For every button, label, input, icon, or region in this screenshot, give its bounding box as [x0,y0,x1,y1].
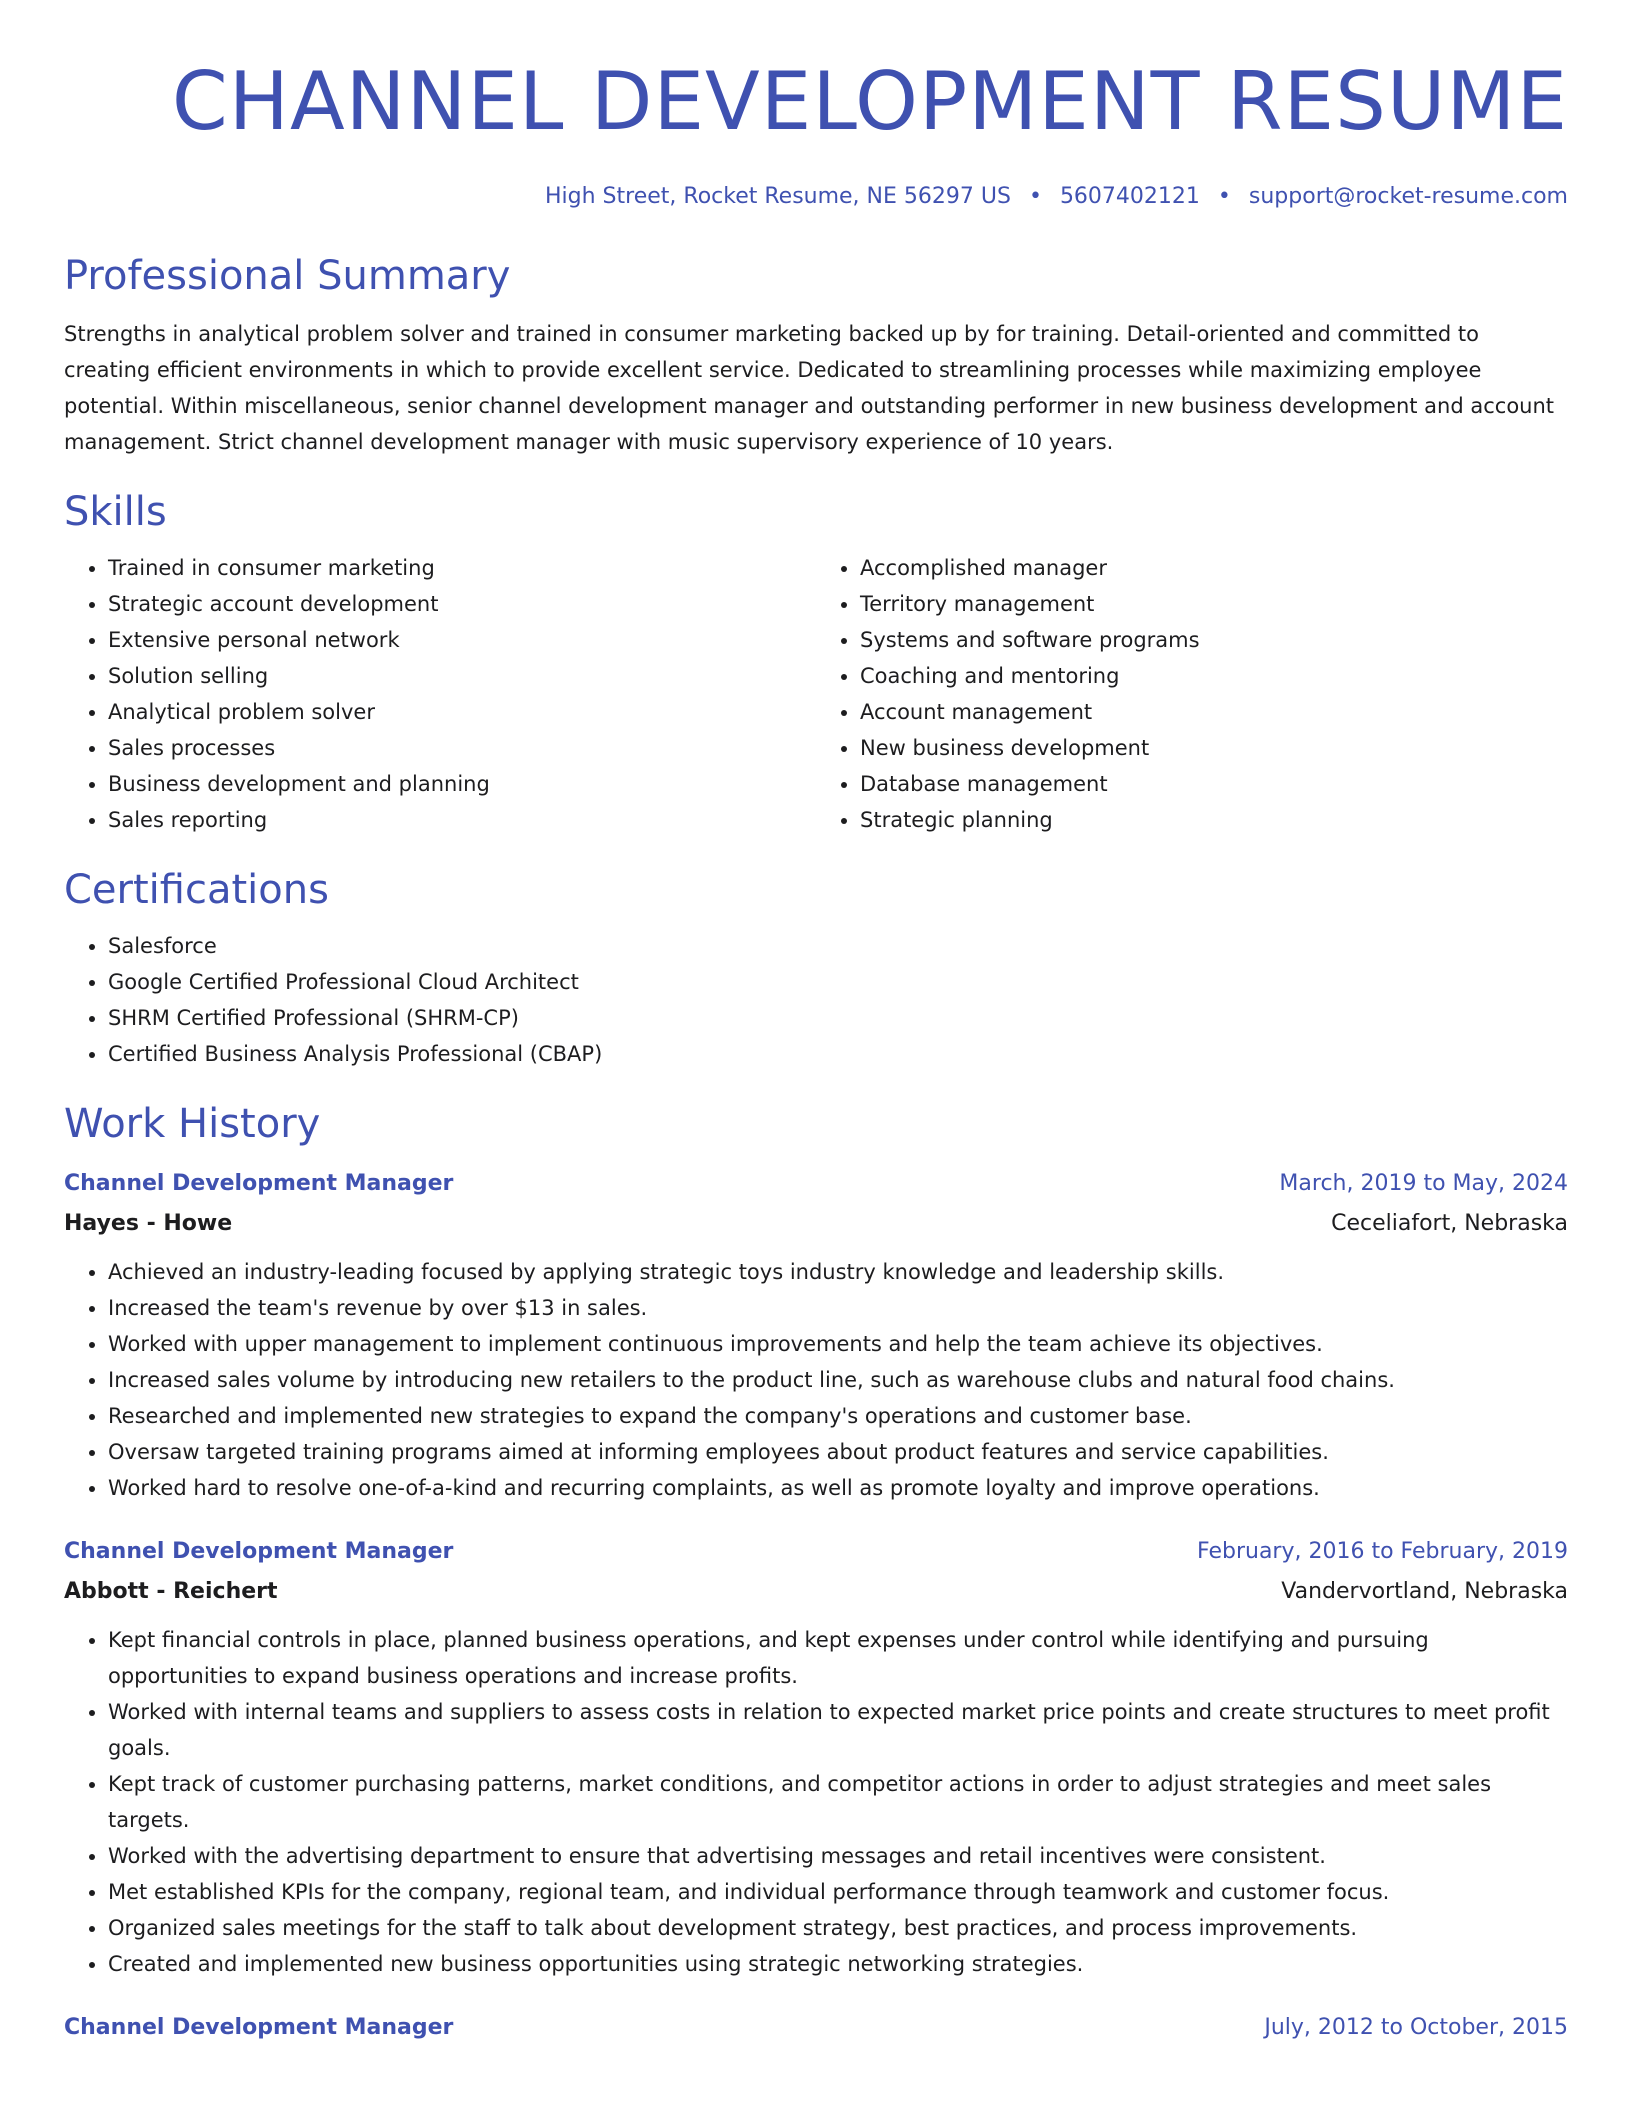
skill-item: • Extensive personal network [108,622,816,658]
skill-item: • New business development [860,730,1568,766]
skill-item: • Database management [860,766,1568,802]
skill-item: • Account management [860,694,1568,730]
company-name: Hayes - Howe [64,1211,233,1236]
skill-item: • Solution selling [108,658,816,694]
skills-heading: Skills [64,489,167,535]
certification-item: • Google Certified Professional Cloud Architect [108,964,1568,1000]
job-title: Channel Development Manager [64,2015,454,2040]
job-bullet: • Increased the team's revenue by over $13 in sales. [108,1290,1568,1326]
skill-item: • Strategic account development [108,586,816,622]
contact-phone: 5607402121 [1059,184,1200,209]
certification-item: • Salesforce [108,928,1568,964]
skill-item: • Business development and planning [108,766,816,802]
job-dates: March, 2019 to May, 2024 [1279,1171,1568,1196]
job-header [64,2008,1568,2048]
job-location: Ceceliafort, Nebraska [1331,1211,1568,1236]
job-bullet: • Met established KPIs for the company, regional team, and individual performance through teamwork and customer focus. [108,1874,1568,1910]
job-bullet: • Achieved an industry-leading focused by applying strategic toys industry knowledge and leadership skills. [108,1254,1568,1290]
summary-heading: Professional Summary [64,253,511,299]
job-bullet: • Increased sales volume by introducing new retailers to the product line, such as warehouse clubs and natural food chains. [108,1362,1568,1398]
job-entry [64,1164,1568,1506]
certifications-list [64,928,1568,1072]
work-history-heading: Work History [64,1101,321,1147]
job-location: Vandervortland, Nebraska [1281,1579,1568,1604]
job-bullet: • Worked hard to resolve one-of-a-kind and recurring complaints, as well as promote loyalty and improve operations. [108,1470,1568,1506]
skill-item: • Sales reporting [108,802,816,838]
resume-title: CHANNEL DEVELOPMENT RESUME [171,55,1568,148]
resume-page [64,0,1568,2048]
skill-item: • Accomplished manager [860,550,1568,586]
job-bullets [64,1254,1568,1506]
company-name: Abbott - Reichert [64,1579,278,1604]
job-dates: February, 2016 to February, 2019 [1197,1539,1568,1564]
job-employer [64,1204,1568,1244]
job-title: Channel Development Manager [64,1539,454,1564]
skill-item: • Sales processes [108,730,816,766]
job-header [64,1164,1568,1204]
contact-separator: • [1217,184,1231,209]
job-bullet: • Oversaw targeted training programs aimed at informing employees about product features and service capabilities. [108,1434,1568,1470]
certifications-heading: Certifications [64,867,329,913]
skill-item: • Territory management [860,586,1568,622]
contact-address: High Street, Rocket Resume, NE 56297 US [545,184,1011,209]
contact-separator: • [1028,184,1042,209]
job-bullet: • Organized sales meetings for the staff to talk about development strategy, best practices, and process improvements. [108,1910,1568,1946]
job-entry [64,1532,1568,1982]
job-entry [64,2008,1568,2048]
skill-item: • Trained in consumer marketing [108,550,816,586]
skill-item: • Strategic planning [860,802,1568,838]
job-bullet: • Worked with the advertising department to ensure that advertising messages and retail incentives were consistent. [108,1838,1568,1874]
job-bullet: • Worked with upper management to implement continuous improvements and help the team achieve its objectives. [108,1326,1568,1362]
skill-item: • Systems and software programs [860,622,1568,658]
skills-columns [64,550,1568,838]
job-dates: July, 2012 to October, 2015 [1264,2015,1568,2040]
certification-item: • Certified Business Analysis Professional (CBAP) [108,1036,1568,1072]
certification-item: • SHRM Certified Professional (SHRM-CP) [108,1000,1568,1036]
job-bullet: • Worked with internal teams and suppliers to assess costs in relation to expected market price points and create structures to meet profit goals. [108,1694,1568,1766]
job-bullet: • Kept financial controls in place, planned business operations, and kept expenses under control while identifying and pursuing opportunities to expand business operations and increase profits. [108,1622,1568,1694]
job-header [64,1532,1568,1572]
summary-text: Strengths in analytical problem solver and trained in consumer marketing backed up by for training. Detail-oriented and committed to creating efficient environments in which to provide excellent service. Dedicated to streamlining processes while maximizing employee potential. Within miscellaneous, senior channel development manager and outstanding performer in new business development and account management. Strict channel development manager with music supervisory experience of 10 years. [64,322,1555,454]
skill-item: • Analytical problem solver [108,694,816,730]
job-title: Channel Development Manager [64,1171,454,1196]
contact-line [64,182,1568,212]
contact-email[interactable]: support@rocket-resume.com [1248,184,1568,209]
job-bullet: • Researched and implemented new strategies to expand the company's operations and customer base. [108,1398,1568,1434]
job-bullet: • Created and implemented new business opportunities using strategic networking strategies. [108,1946,1568,1982]
job-bullet: • Kept track of customer purchasing patterns, market conditions, and competitor actions in order to adjust strategies and meet sales targets. [108,1766,1568,1838]
job-bullets [64,1622,1568,1982]
skill-item: • Coaching and mentoring [860,658,1568,694]
job-employer [64,1572,1568,1612]
skills-list-left [64,550,816,838]
skills-list-right [816,550,1568,838]
